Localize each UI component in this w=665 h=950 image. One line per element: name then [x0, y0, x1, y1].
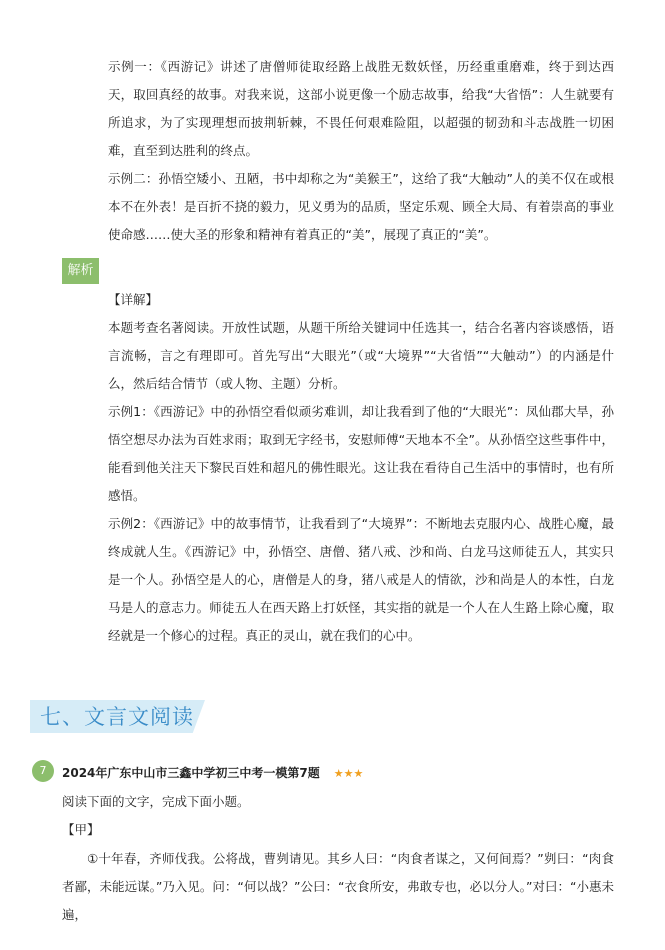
difficulty-stars: ★★★	[333, 767, 364, 780]
passage-label: 【甲】	[62, 822, 100, 837]
analysis-heading: 【详解】	[108, 292, 159, 307]
analysis-intro: 本题考查名著阅读。开放性试题，从题干所给关键词中任选其一，结合名著内容谈感悟，语言流畅，言之有理即可。首先写出“大眼光”（或“大境界”“大省悟”“大触动”）的内涵是什么，然后结合情节（或人物、主题）分析。	[108, 320, 614, 391]
section-title: 七、文言文阅读	[40, 705, 194, 729]
analysis-example-1: 示例1：《西游记》中的孙悟空看似顽劣难训，却让我看到了他的“大眼光”：凤仙郡大旱，孙悟空想尽办法为百姓求雨；取到无字经书，安慰师傅“天地本不全”。从孙悟空这些事件中，能看到他关注天下黎民百姓和超凡的佛性眼光。这让我在看待自己生活中的事情时，也有所感悟。	[108, 404, 614, 503]
question-instruction: 阅读下面的文字，完成下面小题。	[62, 794, 250, 809]
question-source	[62, 762, 363, 785]
answer-example-1: 示例一：《西游记》讲述了唐僧师徒取经路上战胜无数妖怪，历经重重磨难，终于到达西天，取回真经的故事。对我来说，这部小说更像一个励志故事，给我“大省悟”：人生就要有所追求，为了实现理想而披荆斩棘，不畏任何艰难险阻，以超强的韧劲和斗志战胜一切困难，直至到达胜利的终点。	[108, 59, 614, 158]
question-source-text: 2024年广东中山市三鑫中学初三中考一模第7题	[62, 766, 320, 780]
passage-text: ①十年春，齐师伐我。公将战，曹刿请见。其乡人曰：“肉食者谋之，又何间焉？”刿曰：“肉食者鄙，未能远谋。”乃入见。问：“何以战？”公曰：“衣食所安，弗敢专也，必以分人。”对曰：“小惠未遍，	[62, 851, 614, 922]
question-number-badge: 7	[32, 760, 54, 782]
analysis-tag: 解析	[62, 258, 99, 284]
analysis-example-2: 示例2：《西游记》中的故事情节，让我看到了“大境界”：不断地去克服内心、战胜心魔，最终成就人生。《西游记》中，孙悟空、唐僧、猪八戒、沙和尚、白龙马这师徒五人，其实只是一个人。孙悟空是人的心，唐僧是人的身，猪八戒是人的情欲，沙和尚是人的本性，白龙马是人的意志力。师徒五人在西天路上打妖怪，其实指的就是一个人在人生路上除心魔，取经就是一个修心的过程。真正的灵山，就在我们的心中。	[108, 516, 614, 643]
answer-example-2: 示例二：孙悟空矮小、丑陋，书中却称之为“美猴王”，这给了我“大触动”人的美不仅在或根本不在外表！是百折不挠的毅力，见义勇为的品质，坚定乐观、顾全大局、有着崇高的事业使命感……使大圣的形象和精神有着真正的“美”，展现了真正的“美”。	[108, 171, 614, 242]
